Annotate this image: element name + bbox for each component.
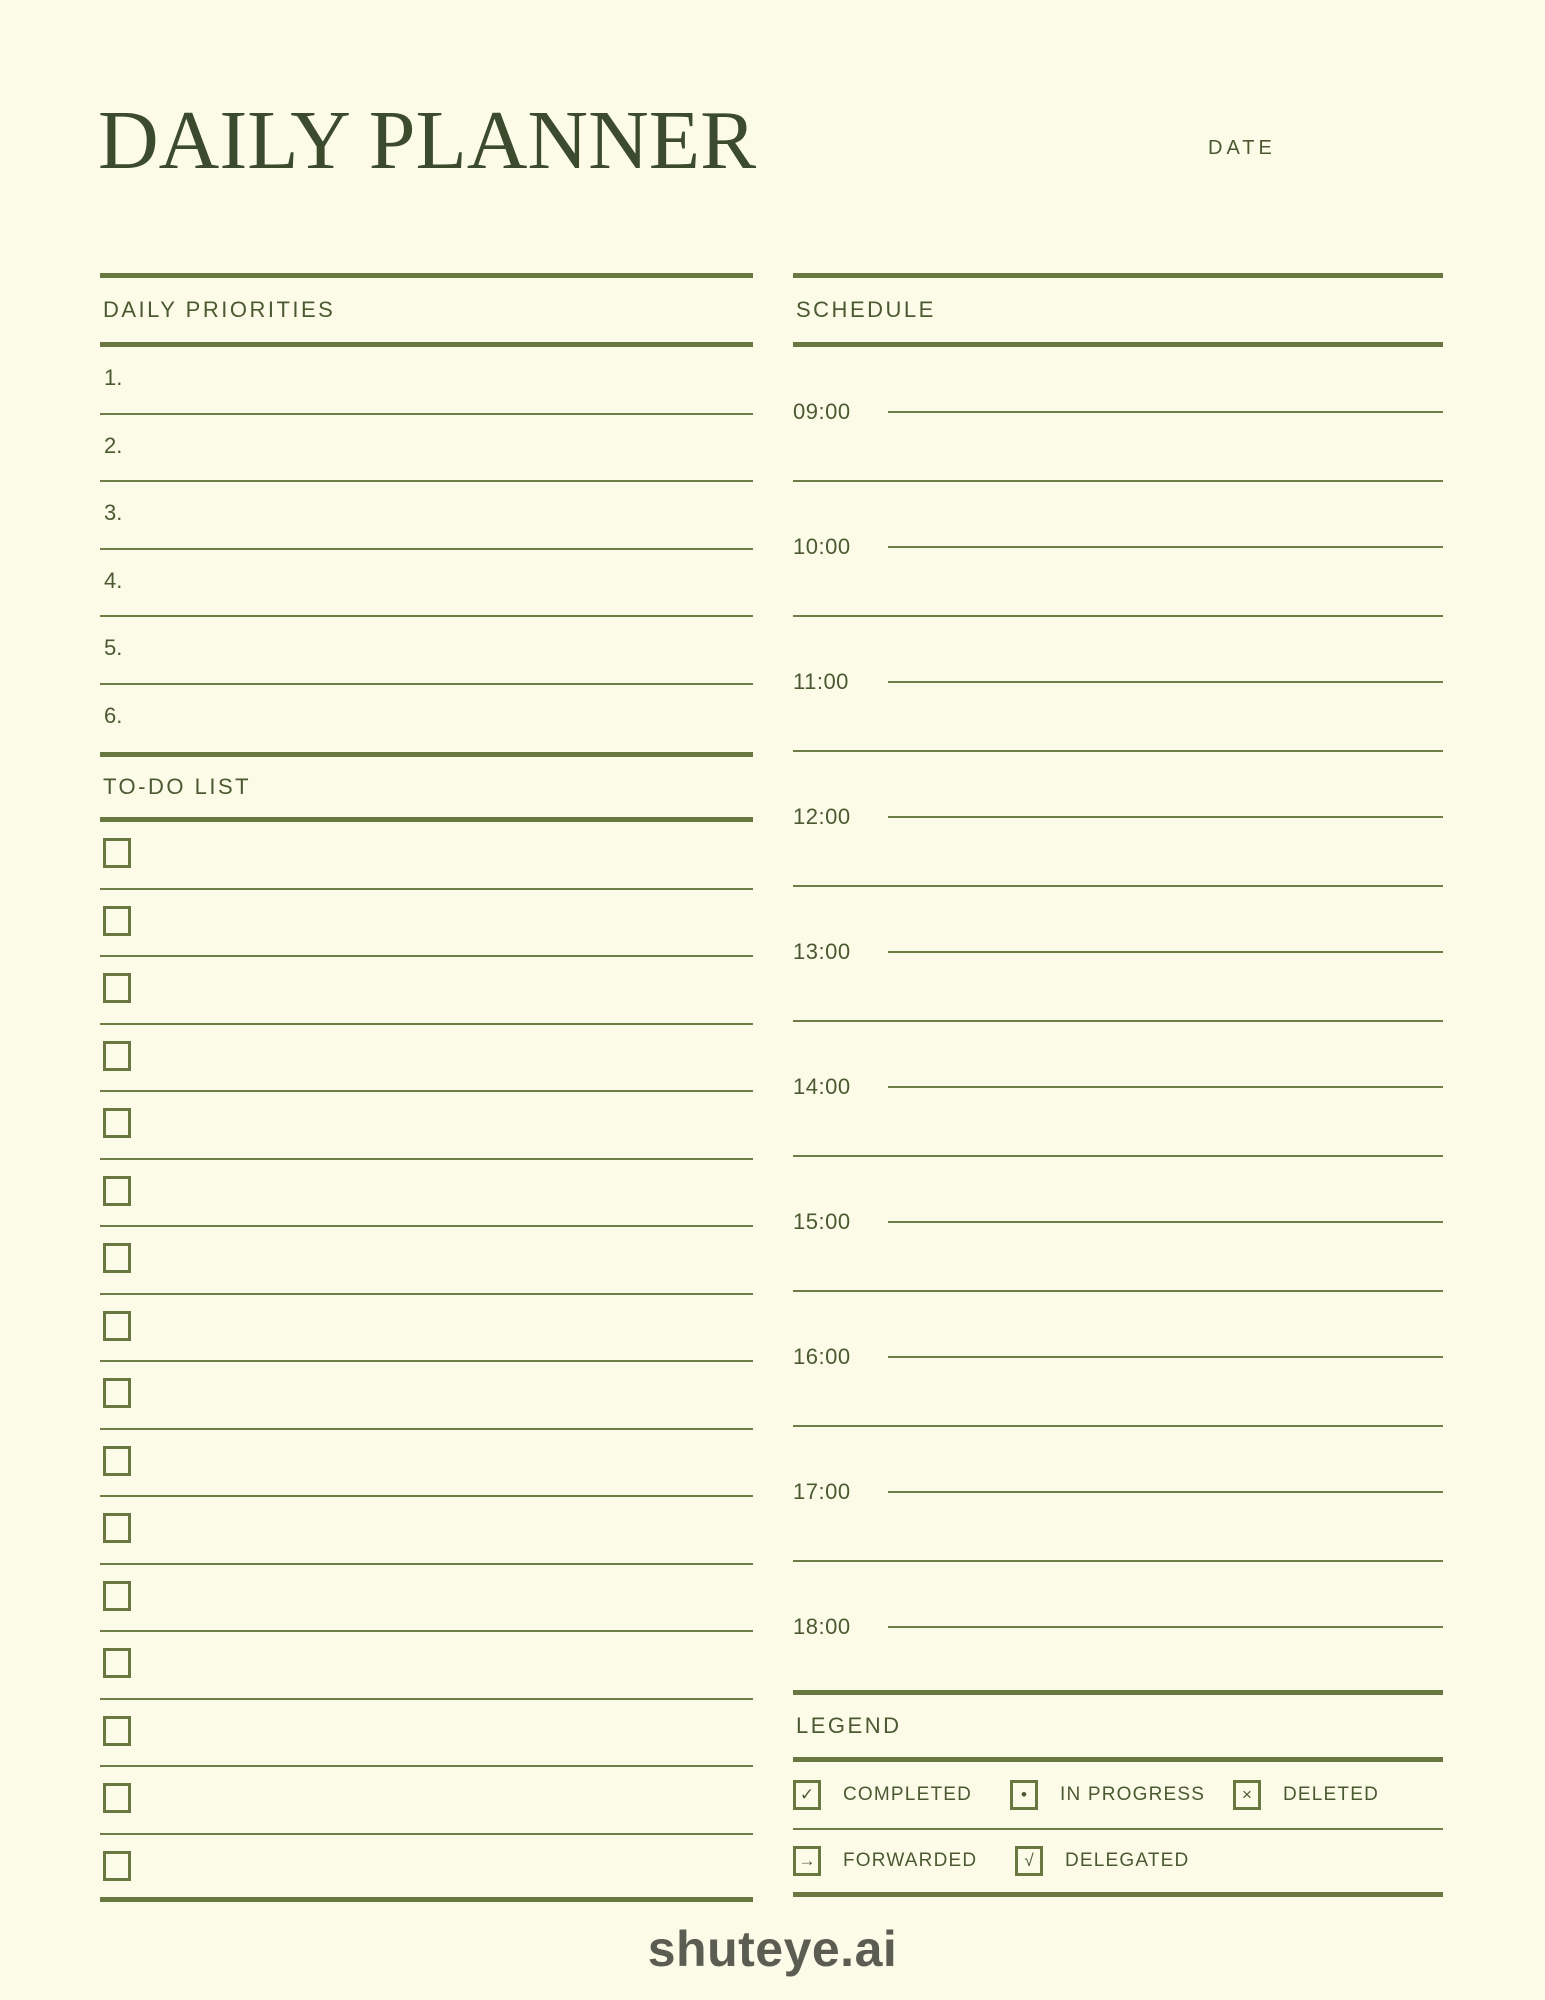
schedule-time-label: 11:00 <box>793 669 849 694</box>
todo-row[interactable] <box>100 1295 753 1363</box>
legend-item-label: DELEGATED <box>1065 1849 1190 1871</box>
schedule-heading <box>793 273 1443 347</box>
schedule-hour-block <box>793 347 1443 482</box>
schedule-hour-block <box>793 617 1443 752</box>
priority-number: 3. <box>104 500 123 525</box>
schedule-hour-block <box>793 1022 1443 1157</box>
legend-item-completed <box>793 1780 1010 1810</box>
schedule-time-label: 13:00 <box>793 939 851 964</box>
todo-row[interactable] <box>100 890 753 958</box>
todo-checkbox[interactable] <box>103 1108 131 1138</box>
todo-checkbox[interactable] <box>103 1581 131 1611</box>
priority-row[interactable] <box>100 550 753 618</box>
todo-checkbox[interactable] <box>103 1716 131 1746</box>
legend-item-deleted <box>1233 1780 1379 1810</box>
schedule-time-label: 18:00 <box>793 1614 851 1639</box>
todo-checkbox[interactable] <box>103 838 131 868</box>
todo-checkbox[interactable] <box>103 906 131 936</box>
todo-checkbox[interactable] <box>103 1513 131 1543</box>
todo-row[interactable] <box>100 1092 753 1160</box>
schedule-time-label: 17:00 <box>793 1479 851 1504</box>
schedule-hour-block <box>793 482 1443 617</box>
legend-item-label: IN PROGRESS <box>1060 1783 1206 1805</box>
schedule-entry-line[interactable] <box>888 1626 1443 1628</box>
legend-item-forwarded <box>793 1846 1015 1876</box>
schedule-time-label: 14:00 <box>793 1074 851 1099</box>
todo-row[interactable] <box>100 1767 753 1835</box>
priority-number: 2. <box>104 432 123 458</box>
date-label: DATE <box>1208 137 1276 159</box>
todo-checkbox[interactable] <box>103 1648 131 1678</box>
todo-checkbox[interactable] <box>103 1783 131 1813</box>
schedule-hour-block <box>793 1157 1443 1292</box>
schedule-hour-block <box>793 887 1443 1022</box>
left-column <box>100 273 753 1902</box>
legend-item-label: FORWARDED <box>843 1849 978 1871</box>
legend-heading <box>793 1690 1443 1762</box>
legend-item-label: DELETED <box>1283 1783 1380 1805</box>
schedule-entry-line[interactable] <box>888 1086 1443 1088</box>
priority-row[interactable] <box>100 347 753 415</box>
todo-row[interactable] <box>100 822 753 890</box>
legend-row <box>793 1762 1443 1830</box>
priority-row[interactable] <box>100 685 753 753</box>
todo-checkbox[interactable] <box>103 973 131 1003</box>
legend-symbol: • <box>1021 1785 1027 1805</box>
schedule-entry-line[interactable] <box>888 1221 1443 1223</box>
todo-list-heading <box>100 752 753 822</box>
priority-row[interactable] <box>100 617 753 685</box>
todo-row[interactable] <box>100 1835 753 1903</box>
schedule-entry-line[interactable] <box>888 816 1443 818</box>
todo-row[interactable] <box>100 1497 753 1565</box>
schedule-time-label: 10:00 <box>793 534 851 559</box>
legend-heading-label: LEGEND <box>796 1713 902 1738</box>
legend-row <box>793 1830 1443 1898</box>
schedule-entry-line[interactable] <box>888 546 1443 548</box>
todo-checkbox[interactable] <box>103 1176 131 1206</box>
priority-number: 1. <box>104 365 123 390</box>
priority-number: 4. <box>104 567 123 593</box>
legend-item-in-progress <box>1010 1780 1233 1810</box>
priority-row[interactable] <box>100 482 753 550</box>
schedule-time-label: 15:00 <box>793 1209 851 1234</box>
todo-checkbox[interactable] <box>103 1851 131 1881</box>
dot-box-icon <box>1010 1780 1038 1810</box>
legend-symbol: ✓ <box>799 1785 815 1805</box>
todo-checkbox[interactable] <box>103 1311 131 1341</box>
check-box-icon <box>1015 1846 1043 1876</box>
todo-checkbox[interactable] <box>103 1243 131 1273</box>
todo-row[interactable] <box>100 1362 753 1430</box>
schedule-entry-line[interactable] <box>888 951 1443 953</box>
schedule-entry-line[interactable] <box>888 1356 1443 1358</box>
todo-checkbox[interactable] <box>103 1041 131 1071</box>
arrow-box-icon <box>793 1846 821 1876</box>
todo-checkbox[interactable] <box>103 1378 131 1408</box>
schedule-hour-block <box>793 1292 1443 1427</box>
schedule-time-label: 12:00 <box>793 804 851 829</box>
page-title: DAILY PLANNER <box>98 94 757 187</box>
brand-footer: shuteye.ai <box>647 1921 898 1977</box>
schedule-hour-block <box>793 1562 1443 1690</box>
daily-priorities-heading <box>100 273 753 347</box>
schedule-entry-line[interactable] <box>888 1491 1443 1493</box>
legend-symbol: × <box>1242 1785 1252 1805</box>
schedule-hour-block <box>793 1427 1443 1562</box>
schedule-heading-label: SCHEDULE <box>796 297 936 322</box>
legend-symbol: √ <box>1024 1851 1034 1871</box>
priority-number: 5. <box>104 635 123 660</box>
schedule-time-label: 16:00 <box>793 1344 851 1369</box>
legend-item-delegated <box>1015 1846 1189 1876</box>
todo-row[interactable] <box>100 1700 753 1768</box>
x-box-icon <box>1233 1780 1261 1810</box>
schedule-entry-line[interactable] <box>888 411 1443 413</box>
todo-list-heading-label: TO-DO LIST <box>103 774 252 799</box>
todo-row[interactable] <box>100 1160 753 1228</box>
checkmark-box-icon <box>793 1780 821 1810</box>
todo-row[interactable] <box>100 1025 753 1093</box>
todo-row[interactable] <box>100 957 753 1025</box>
todo-row[interactable] <box>100 1565 753 1633</box>
priority-row[interactable] <box>100 415 753 483</box>
priority-number: 6. <box>104 702 123 728</box>
schedule-hour-block <box>793 752 1443 887</box>
todo-row[interactable] <box>100 1632 753 1700</box>
schedule-time-label: 09:00 <box>793 399 851 424</box>
todo-row[interactable] <box>100 1430 753 1498</box>
daily-priorities-heading-label: DAILY PRIORITIES <box>103 297 336 322</box>
legend-item-label: COMPLETED <box>843 1783 973 1805</box>
todo-row[interactable] <box>100 1227 753 1295</box>
todo-checkbox[interactable] <box>103 1446 131 1476</box>
legend-symbol: → <box>798 1851 816 1871</box>
schedule-entry-line[interactable] <box>888 681 1443 683</box>
right-column <box>793 273 1443 1897</box>
